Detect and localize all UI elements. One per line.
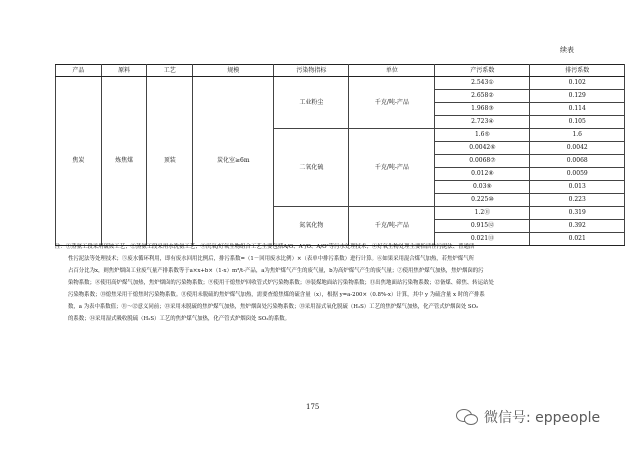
- production-coefficient-cell: 2.658②: [435, 90, 530, 103]
- table-header-row: [56, 65, 625, 77]
- emission-coefficient-cell: 0.114: [530, 103, 625, 116]
- note-line: 占百分比为x，则焦炉烟囱工业废气量产排系数等于a×x+b×（1-x）m³/t-产品，a为焦炉煤气产生的废气量，b为高炉煤气产生的废气量；⑦使用焦炉煤气加热，焦炉烟囱的污: [68, 268, 484, 274]
- production-coefficient-cell: 2.543①: [435, 77, 530, 90]
- note-line: 数，a 为表中系数值；⑪～⑫意义同前；⑬采用未脱硫的焦炉煤气加热，焦炉烟囱处污染物系数；⑬采用湿式氧化脱硫（H₂S）工艺的焦炉煤气加热，化产管式炉烟囱处 SO₂: [68, 304, 479, 310]
- wechat-icon: [456, 408, 478, 426]
- header-pollutant: 污染物指标: [274, 65, 349, 77]
- header-process: 工艺: [147, 65, 193, 77]
- emission-coefficient-cell: 0.102: [530, 77, 625, 90]
- note-line: 污染物系数；⑬熄焦采用干熄焦时污染物系数。⑪使用未脱硫的焦炉煤气加热，需要查熄焦煤的硫含量（x），根据 y=a-200×（0.8%-x）计算，其中 y 为硫含量 x 时的产排系: [68, 292, 485, 298]
- process-cell: 顶装: [147, 77, 193, 246]
- header-unit: 单位: [349, 65, 435, 77]
- emission-coefficient-cell: 1.6: [530, 129, 625, 142]
- emission-coefficient-cell: 0.021: [530, 233, 625, 246]
- emission-coefficient-cell: 0.013: [530, 181, 625, 194]
- table-row: [56, 77, 625, 90]
- header-scale: 规模: [193, 65, 274, 77]
- table-notes: [55, 241, 625, 325]
- production-coefficient-cell: 0.225⑩: [435, 194, 530, 207]
- header-material: 原料: [101, 65, 147, 77]
- watermark-text: 微信号: eppeople: [484, 410, 601, 426]
- pollutant-cell: 工业粉尘: [274, 77, 349, 129]
- production-coefficient-cell: 2.723④: [435, 116, 530, 129]
- emission-coefficient-cell: 0.223: [530, 194, 625, 207]
- unit-cell: 千克/吨-产品: [349, 77, 435, 129]
- header-product: 产品: [56, 65, 102, 77]
- production-coefficient-cell: 1.6⑤: [435, 129, 530, 142]
- production-coefficient-cell: 1.968③: [435, 103, 530, 116]
- emission-coefficient-cell: 0.129: [530, 90, 625, 103]
- production-coefficient-cell: 0.0068⑦: [435, 155, 530, 168]
- emission-coefficient-cell: 0.392: [530, 220, 625, 233]
- watermark: [456, 407, 600, 427]
- production-coefficient-cell: 0.021⑬: [435, 233, 530, 246]
- product-cell: 焦炭: [56, 77, 102, 246]
- emission-coefficient-cell: 0.0068: [530, 155, 625, 168]
- header-production-coefficient: 产污系数: [435, 65, 530, 77]
- page-number: 175: [306, 403, 320, 411]
- unit-cell: 千克/吨-产品: [349, 129, 435, 207]
- emission-coefficient-table: [55, 64, 625, 246]
- unit-cell: 千克/吨-产品: [349, 207, 435, 246]
- note-line: 的系数；⑭采用湿式吸收脱硫（H₂S）工艺的焦炉煤气加热，化产管式炉烟囱处 SO₂的系数。: [68, 316, 290, 322]
- continued-label: 续表: [560, 46, 574, 54]
- emission-coefficient-cell: 0.319: [530, 207, 625, 220]
- production-coefficient-cell: 0.915⑫: [435, 220, 530, 233]
- material-cell: 炼焦煤: [101, 77, 147, 246]
- emission-coefficient-cell: 0.105: [530, 116, 625, 129]
- production-coefficient-cell: 1.2⑪: [435, 207, 530, 220]
- production-coefficient-cell: 0.0042⑥: [435, 142, 530, 155]
- scale-cell: 炭化室≥6m: [193, 77, 274, 246]
- pollutant-cell: 二氧化硫: [274, 129, 349, 207]
- header-emission-coefficient: 排污系数: [530, 65, 625, 77]
- note-line: 性污泥法等处理技术；⑤废水循环利用，即有废水回用比例后，排污系数=（1－回用废水比例）×（表单中排污系数）进行计算。⑥如果采用混合煤气加热，若焦炉煤气所: [68, 256, 474, 262]
- production-coefficient-cell: 0.03⑨: [435, 181, 530, 194]
- note-line: 染物系数；⑧使用高炉煤气加热，焦炉烟囱的污染物系数；⑨使用干熄焦炉回收管式炉污染物系数；⑩装煤地面站污染物系数；⑪出焦地面站污染物系数；⑫备煤、筛焦、转运站处: [68, 280, 494, 286]
- production-coefficient-cell: 0.012⑧: [435, 168, 530, 181]
- emission-coefficient-cell: 0.0059: [530, 168, 625, 181]
- pollutant-cell: 氮氧化物: [274, 207, 349, 246]
- emission-coefficient-cell: 0.0042: [530, 142, 625, 155]
- note-line: 注：①蒸氨工段采用硫铵工艺；②蒸氨工段采用水洗氨工艺；③沉氧/好氧生物组合工艺主要包括A/O、A²/O、A/O²等污水处理技术；④好氧生物处理主要指活性污泥法、普通活: [55, 244, 475, 250]
